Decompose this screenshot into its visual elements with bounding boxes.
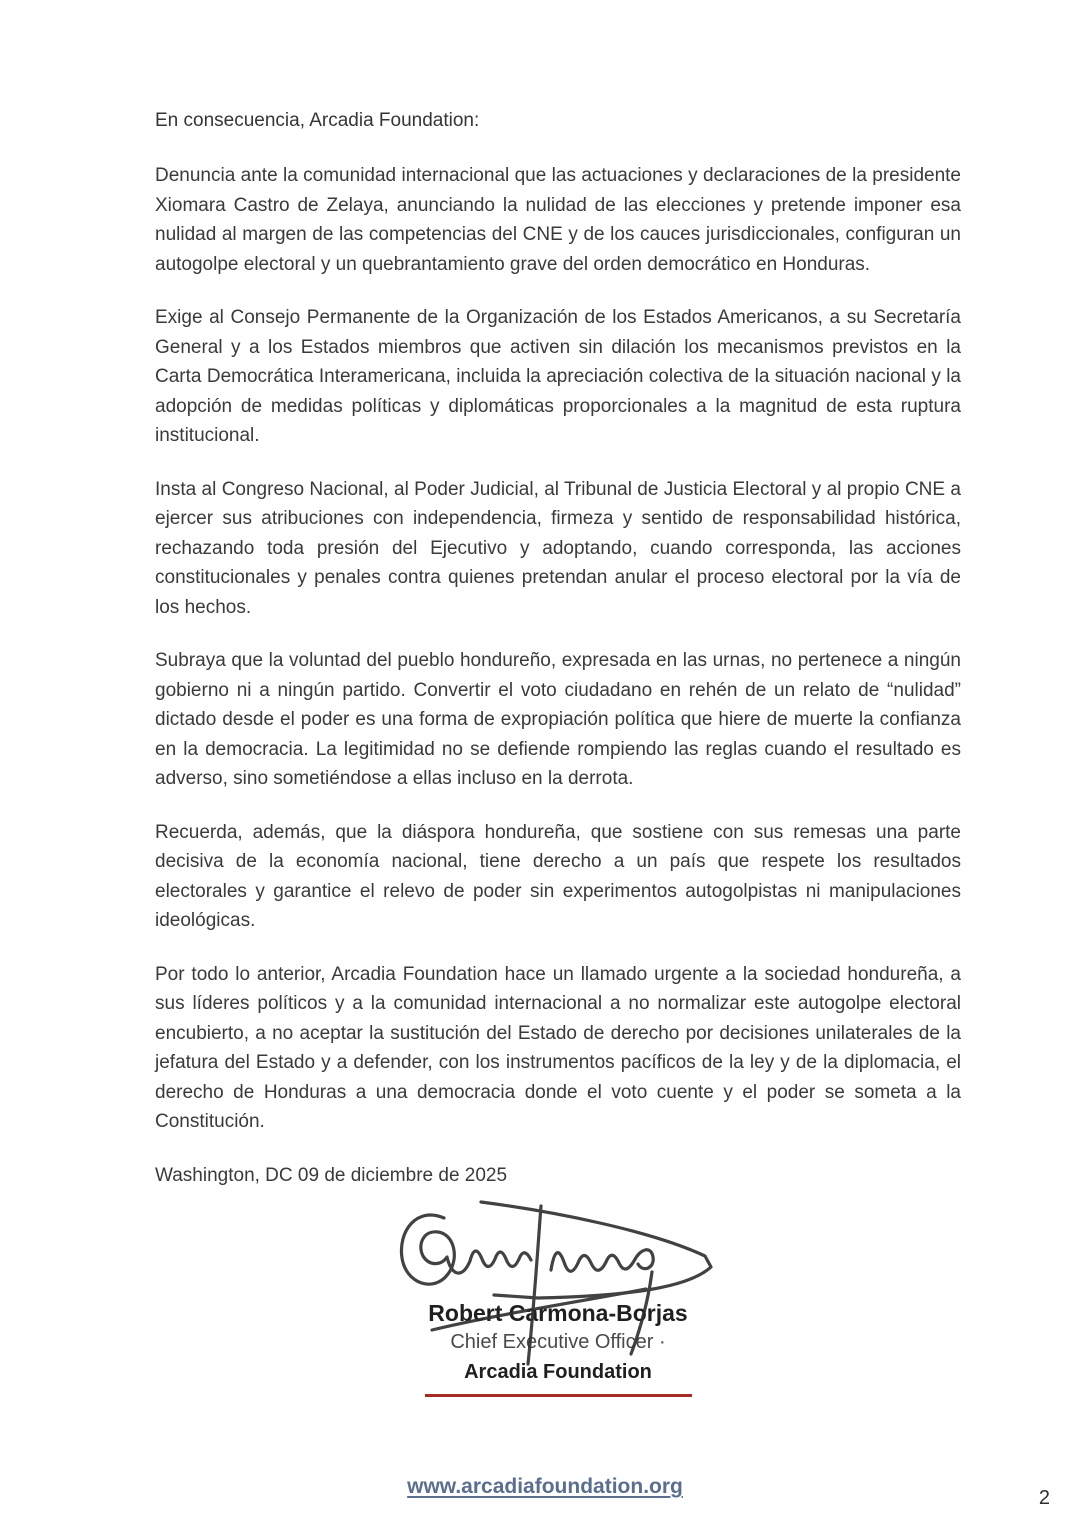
dateline: Washington, DC 09 de diciembre de 2025 xyxy=(155,1164,508,1186)
paragraph-por-todo: Por todo lo anterior, Arcadia Foundation hace un llamado urgente a la sociedad hondureña, a sus líderes políticos y a la comunidad internacional a no normalizar este autogolpe electoral encubierto, a no aceptar la sustitución del Estado de derecho por decisiones unilaterales de la jefatura del Estado y a defender, con los instrumentos pacíficos de la ley y de la diplomacia, el derecho de Honduras a una democracia donde el voto cuente y el poder se someta a la Constitución. xyxy=(155,963,961,1132)
footer-website-link[interactable]: www.arcadiafoundation.org xyxy=(407,1475,683,1498)
paragraph-exige: Exige al Consejo Permanente de la Organización de los Estados Americanos, a su Secretaría General y a los Estados miembros que activen sin dilación los mecanismos previstos en la Carta Democrática Interamericana, incluida la apreciación colectiva de la situación nacional y la adopción de medidas políticas y diplomáticas proporcionales a la magnitud de esta ruptura institucional. xyxy=(155,307,961,446)
signatory-title: Chief Executive Officer · xyxy=(450,1330,666,1353)
paragraph-recuerda: Recuerda, además, que la diáspora hondureña, que sostiene con sus remesas una parte decisiva de la economía nacional, tiene derecho a un país que respete los resultados electorales y garantice el relevo de poder sin experimentos autogolpistas ni manipulaciones ideológicas. xyxy=(155,821,961,931)
paragraph-denuncia: Denuncia ante la comunidad internacional que las actuaciones y declaraciones de la presidente Xiomara Castro de Zelaya, anunciando la nulidad de las elecciones y pretende imponer esa nulidad al margen de las competencias del CNE y de los cauces jurisdiccionales, configuran un autogolpe electoral y un quebrantamiento grave del orden democrático en Honduras. xyxy=(155,165,961,275)
signatory-organization: Arcadia Foundation xyxy=(464,1360,652,1383)
letter-body xyxy=(155,106,961,1397)
footer xyxy=(0,1475,1090,1499)
paragraph-insta: Insta al Congreso Nacional, al Poder Judicial, al Tribunal de Justicia Electoral y al propio CNE a ejercer sus atribuciones con independencia, firmeza y sentido de responsabilidad histórica, rechazando toda presión del Ejecutivo y adoptando, cuando corresponda, las acciones constitucionales y penales contra quienes pretendan anular el proceso electoral por la vía de los hechos. xyxy=(155,478,961,618)
intro-line: En consecuencia, Arcadia Foundation: xyxy=(155,110,480,131)
signature-red-rule xyxy=(425,1394,692,1397)
signatory-name: Robert Carmona-Borjas xyxy=(428,1299,688,1326)
signature-canvas xyxy=(348,1192,768,1298)
page-number: 2 xyxy=(1038,1487,1050,1509)
signature-block xyxy=(348,1192,768,1397)
paragraph-subraya: Subraya que la voluntad del pueblo hondureño, expresada en las urnas, no pertenece a ningún gobierno ni a ningún partido. Convertir el voto ciudadano en rehén de un relato de “nulidad” dictado desde el poder es una forma de expropiación política que hiere de muerte la confianza en la democracia. La legitimidad no se defiende rompiendo las reglas cuando el resultado es adverso, sino sometiéndose a ellas incluso en la derrota. xyxy=(155,650,961,789)
